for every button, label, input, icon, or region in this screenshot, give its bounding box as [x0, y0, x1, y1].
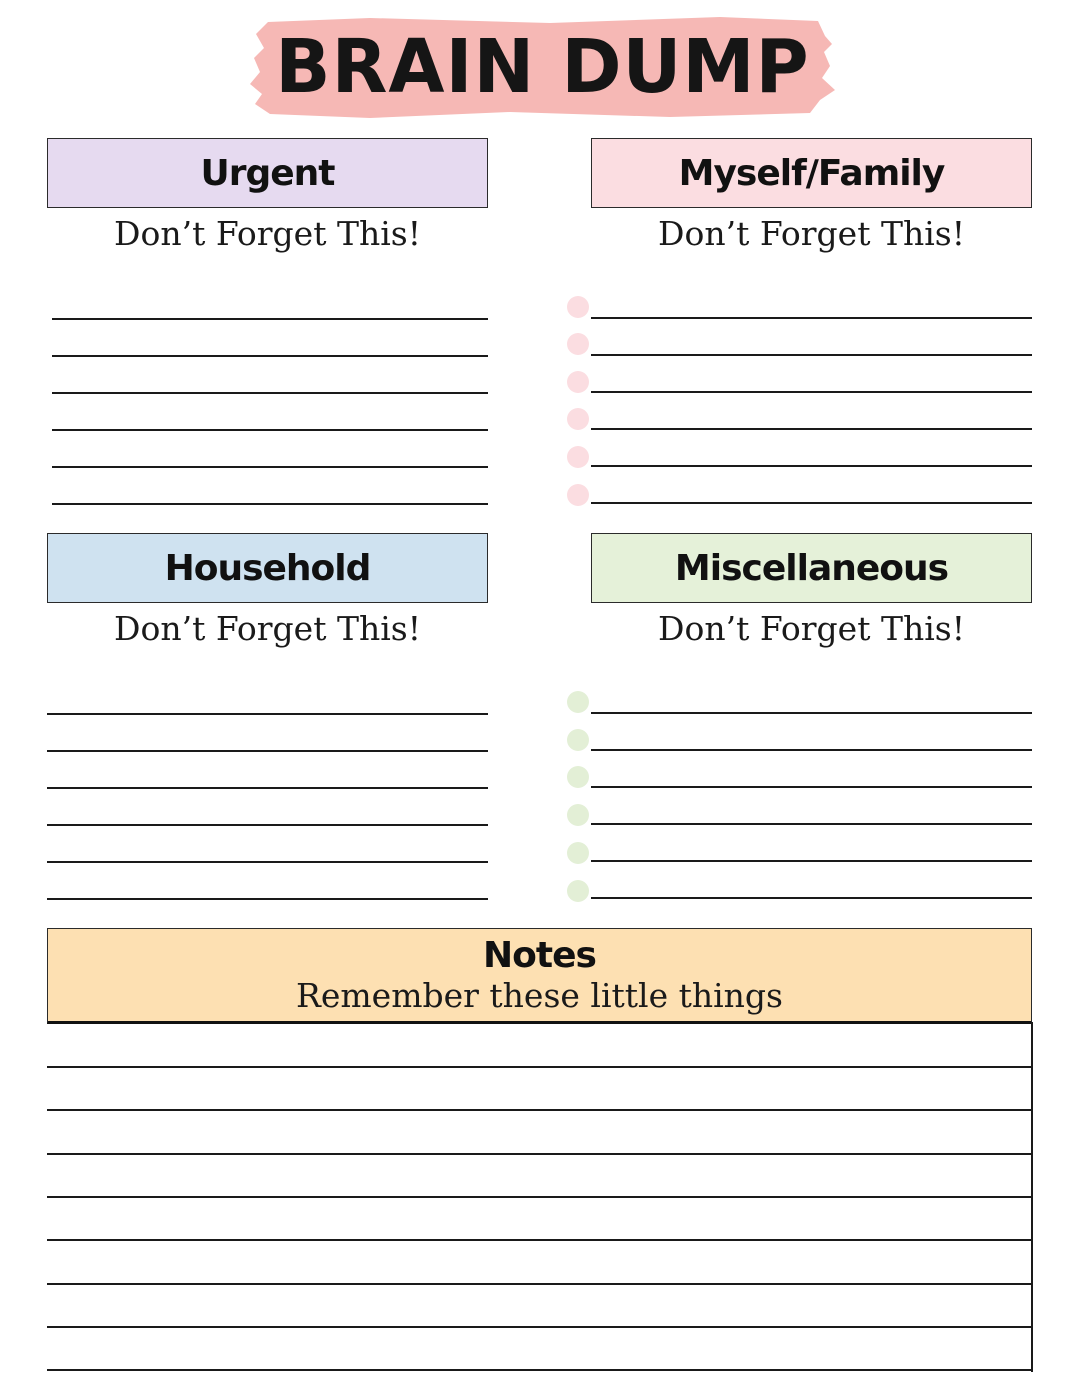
writing-line: [591, 465, 1032, 467]
writing-line: [47, 713, 488, 715]
bullet-dot: [567, 880, 589, 902]
bullet-dot: [567, 446, 589, 468]
writing-line: [47, 787, 488, 789]
writing-line: [47, 1109, 1033, 1111]
notes-title: Notes: [483, 935, 596, 976]
urgent-subtitle: Don’t Forget This!: [114, 214, 421, 253]
writing-line: [591, 786, 1032, 788]
bullet-dot: [567, 691, 589, 713]
writing-line: [47, 824, 488, 826]
bullet-dot: [567, 408, 589, 430]
writing-line: [591, 823, 1032, 825]
writing-line: [47, 1283, 1033, 1285]
writing-line: [52, 392, 488, 394]
bullet-dot: [567, 296, 589, 318]
writing-line: [591, 897, 1032, 899]
bullet-dot: [567, 842, 589, 864]
writing-line: [591, 354, 1032, 356]
writing-line: [591, 749, 1032, 751]
writing-line: [52, 466, 488, 468]
bullet-dot: [567, 333, 589, 355]
writing-line: [47, 1326, 1033, 1328]
title-banner: [250, 14, 835, 120]
writing-line: [591, 712, 1032, 714]
bullet-dot: [567, 729, 589, 751]
writing-line: [52, 429, 488, 431]
bullet-dot: [567, 484, 589, 506]
household-subtitle: Don’t Forget This!: [114, 609, 421, 648]
writing-line: [52, 503, 488, 505]
bullet-dot: [567, 371, 589, 393]
writing-line: [52, 318, 488, 320]
writing-line: [47, 1239, 1033, 1241]
miscellaneous-header: Miscellaneous: [591, 533, 1032, 603]
writing-line: [47, 898, 488, 900]
writing-line: [591, 428, 1032, 430]
bullet-dot: [567, 804, 589, 826]
writing-line: [47, 1153, 1033, 1155]
writing-line: [591, 317, 1032, 319]
writing-line: [47, 861, 488, 863]
myself-family-header: Myself/Family: [591, 138, 1032, 208]
writing-line: [591, 860, 1032, 862]
notes-subtitle: Remember these little things: [296, 976, 783, 1015]
household-header: Household: [47, 533, 488, 603]
writing-line: [47, 1066, 1033, 1068]
page-title: BRAIN DUMP: [275, 24, 810, 110]
writing-line: [47, 1369, 1033, 1371]
bullet-dot: [567, 766, 589, 788]
writing-line: [47, 1196, 1033, 1198]
notes-header: [47, 928, 1032, 1024]
writing-line: [47, 750, 488, 752]
myself-family-subtitle: Don’t Forget This!: [658, 214, 965, 253]
writing-line: [591, 391, 1032, 393]
urgent-header: Urgent: [47, 138, 488, 208]
miscellaneous-subtitle: Don’t Forget This!: [658, 609, 965, 648]
writing-line: [591, 502, 1032, 504]
writing-line: [52, 355, 488, 357]
